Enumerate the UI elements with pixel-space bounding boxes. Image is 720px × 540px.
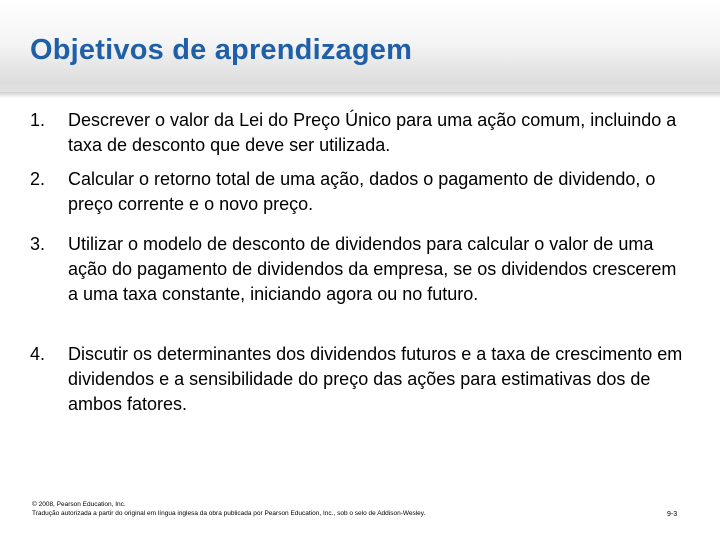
objective-item xyxy=(30,108,690,158)
objective-text: Utilizar o modelo de desconto de dividendos para calcular o valor de uma ação do pagamento de dividendos da empresa, se os dividendos crescerem a uma taxa constante, iniciando agora ou no futuro. xyxy=(68,234,677,304)
objective-number: 3. xyxy=(30,234,46,254)
objective-text: Descrever o valor da Lei do Preço Único para uma ação comum, incluindo a taxa de desconto que deve ser utilizada. xyxy=(68,110,677,155)
objective-item xyxy=(30,167,690,217)
translation-notice: Tradução autorizada a partir do original em língua inglesa da obra publicada por Pearson Education, Inc., sob o selo de Addison-Wesley. xyxy=(32,510,426,517)
objective-item xyxy=(30,342,690,417)
footer xyxy=(32,500,425,518)
objective-number: 2. xyxy=(30,169,46,189)
objective-item xyxy=(30,232,690,307)
objective-text: Discutir os determinantes dos dividendos futuros e a taxa de crescimento em dividendos e a sensibilidade do preço das ações para estimativas dos de ambos fatores. xyxy=(68,344,683,414)
objective-number: 1. xyxy=(30,110,46,130)
copyright-notice: © 2008, Pearson Education, Inc. xyxy=(32,501,126,508)
slide-title: Objetivos de aprendizagem xyxy=(30,34,413,66)
objective-text: Calcular o retorno total de uma ação, dados o pagamento de dividendo, o preço corrente e o novo preço. xyxy=(68,169,656,214)
objective-number: 4. xyxy=(30,344,46,364)
page-number: 9-3 xyxy=(667,511,678,518)
